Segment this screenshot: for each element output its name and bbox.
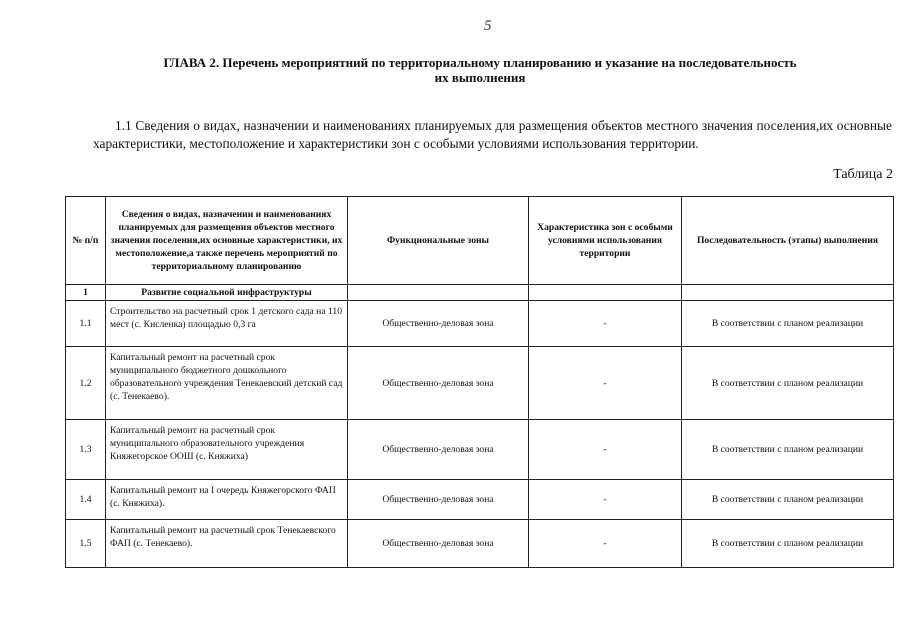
row-zone: Общественно-деловая зона [348, 301, 529, 347]
row-characteristics: - [529, 520, 682, 568]
header-sequence: Последовательность (этапы) выполнения [682, 197, 894, 285]
chapter-title [60, 55, 900, 85]
row-zone: Общественно-деловая зона [348, 480, 529, 520]
row-sequence: В соответствии с планом реализации [682, 480, 894, 520]
row-desc: Капитальный ремонт на расчетный срок муниципального бюджетного дошкольного образовательного учреждения Тенекаевский детский сад (с. Тенекаево). [106, 347, 348, 420]
row-zone: Общественно-деловая зона [348, 420, 529, 480]
intro-paragraph [93, 117, 892, 153]
table-row [66, 301, 894, 347]
header-zone: Функциональные зоны [348, 197, 529, 285]
section-empty-cell [682, 285, 894, 301]
section-row [66, 285, 894, 301]
section-empty-cell [348, 285, 529, 301]
row-num: 1.2 [66, 347, 106, 420]
row-desc: Капитальный ремонт на расчетный срок Тенекаевского ФАП (с. Тенекаево). [106, 520, 348, 568]
row-num: 1.5 [66, 520, 106, 568]
measures-table [65, 196, 894, 568]
section-num: 1 [66, 285, 106, 301]
table-row [66, 347, 894, 420]
row-desc: Капитальный ремонт на расчетный срок муниципального образовательного учреждения Княжегорское ООШ (с. Княжиха) [106, 420, 348, 480]
table-row [66, 480, 894, 520]
row-characteristics: - [529, 420, 682, 480]
row-desc: Капитальный ремонт на I очередь Княжегорского ФАП (с. Княжиха). [106, 480, 348, 520]
table-row [66, 420, 894, 480]
table-header-row [66, 197, 894, 285]
table-caption: Таблица 2 [833, 167, 893, 182]
header-characteristics: Характеристика зон с особыми условиями использования территории [529, 197, 682, 285]
row-characteristics: - [529, 301, 682, 347]
row-sequence: В соответствии с планом реализации [682, 520, 894, 568]
table-row [66, 520, 894, 568]
row-zone: Общественно-деловая зона [348, 520, 529, 568]
row-characteristics: - [529, 347, 682, 420]
header-desc: Сведения о видах, назначении и наименованиях планируемых для размещения объектов местного значения поселения,их основные характеристики, их местоположение,а также перечень мероприятий по территориальному планированию [106, 197, 348, 285]
row-num: 1.1 [66, 301, 106, 347]
chapter-title-line1: ГЛАВА 2. Перечень мероприятний по территориальному планированию и указание на последовательность [163, 55, 797, 70]
row-zone: Общественно-деловая зона [348, 347, 529, 420]
header-num: № п/п [66, 197, 106, 285]
section-label: Развитие социальной инфраструктуры [106, 285, 348, 301]
row-sequence: В соответствии с планом реализации [682, 347, 894, 420]
row-num: 1.3 [66, 420, 106, 480]
row-num: 1.4 [66, 480, 106, 520]
row-sequence: В соответствии с планом реализации [682, 301, 894, 347]
chapter-title-line2: их выполнения [434, 70, 526, 85]
row-characteristics: - [529, 480, 682, 520]
page-number: 5 [484, 18, 492, 34]
intro-text: 1.1 Сведения о видах, назначении и наименованиях планируемых для размещения объектов местного значения поселения,их основные характеристики, местоположение и характеристики зон с особыми условиями использования территории. [93, 118, 892, 151]
row-desc: Строительство на расчетный срок 1 детского сада на 110 мест (с. Кисленка) площадью 0,3 га [106, 301, 348, 347]
section-empty-cell [529, 285, 682, 301]
row-sequence: В соответствии с планом реализации [682, 420, 894, 480]
